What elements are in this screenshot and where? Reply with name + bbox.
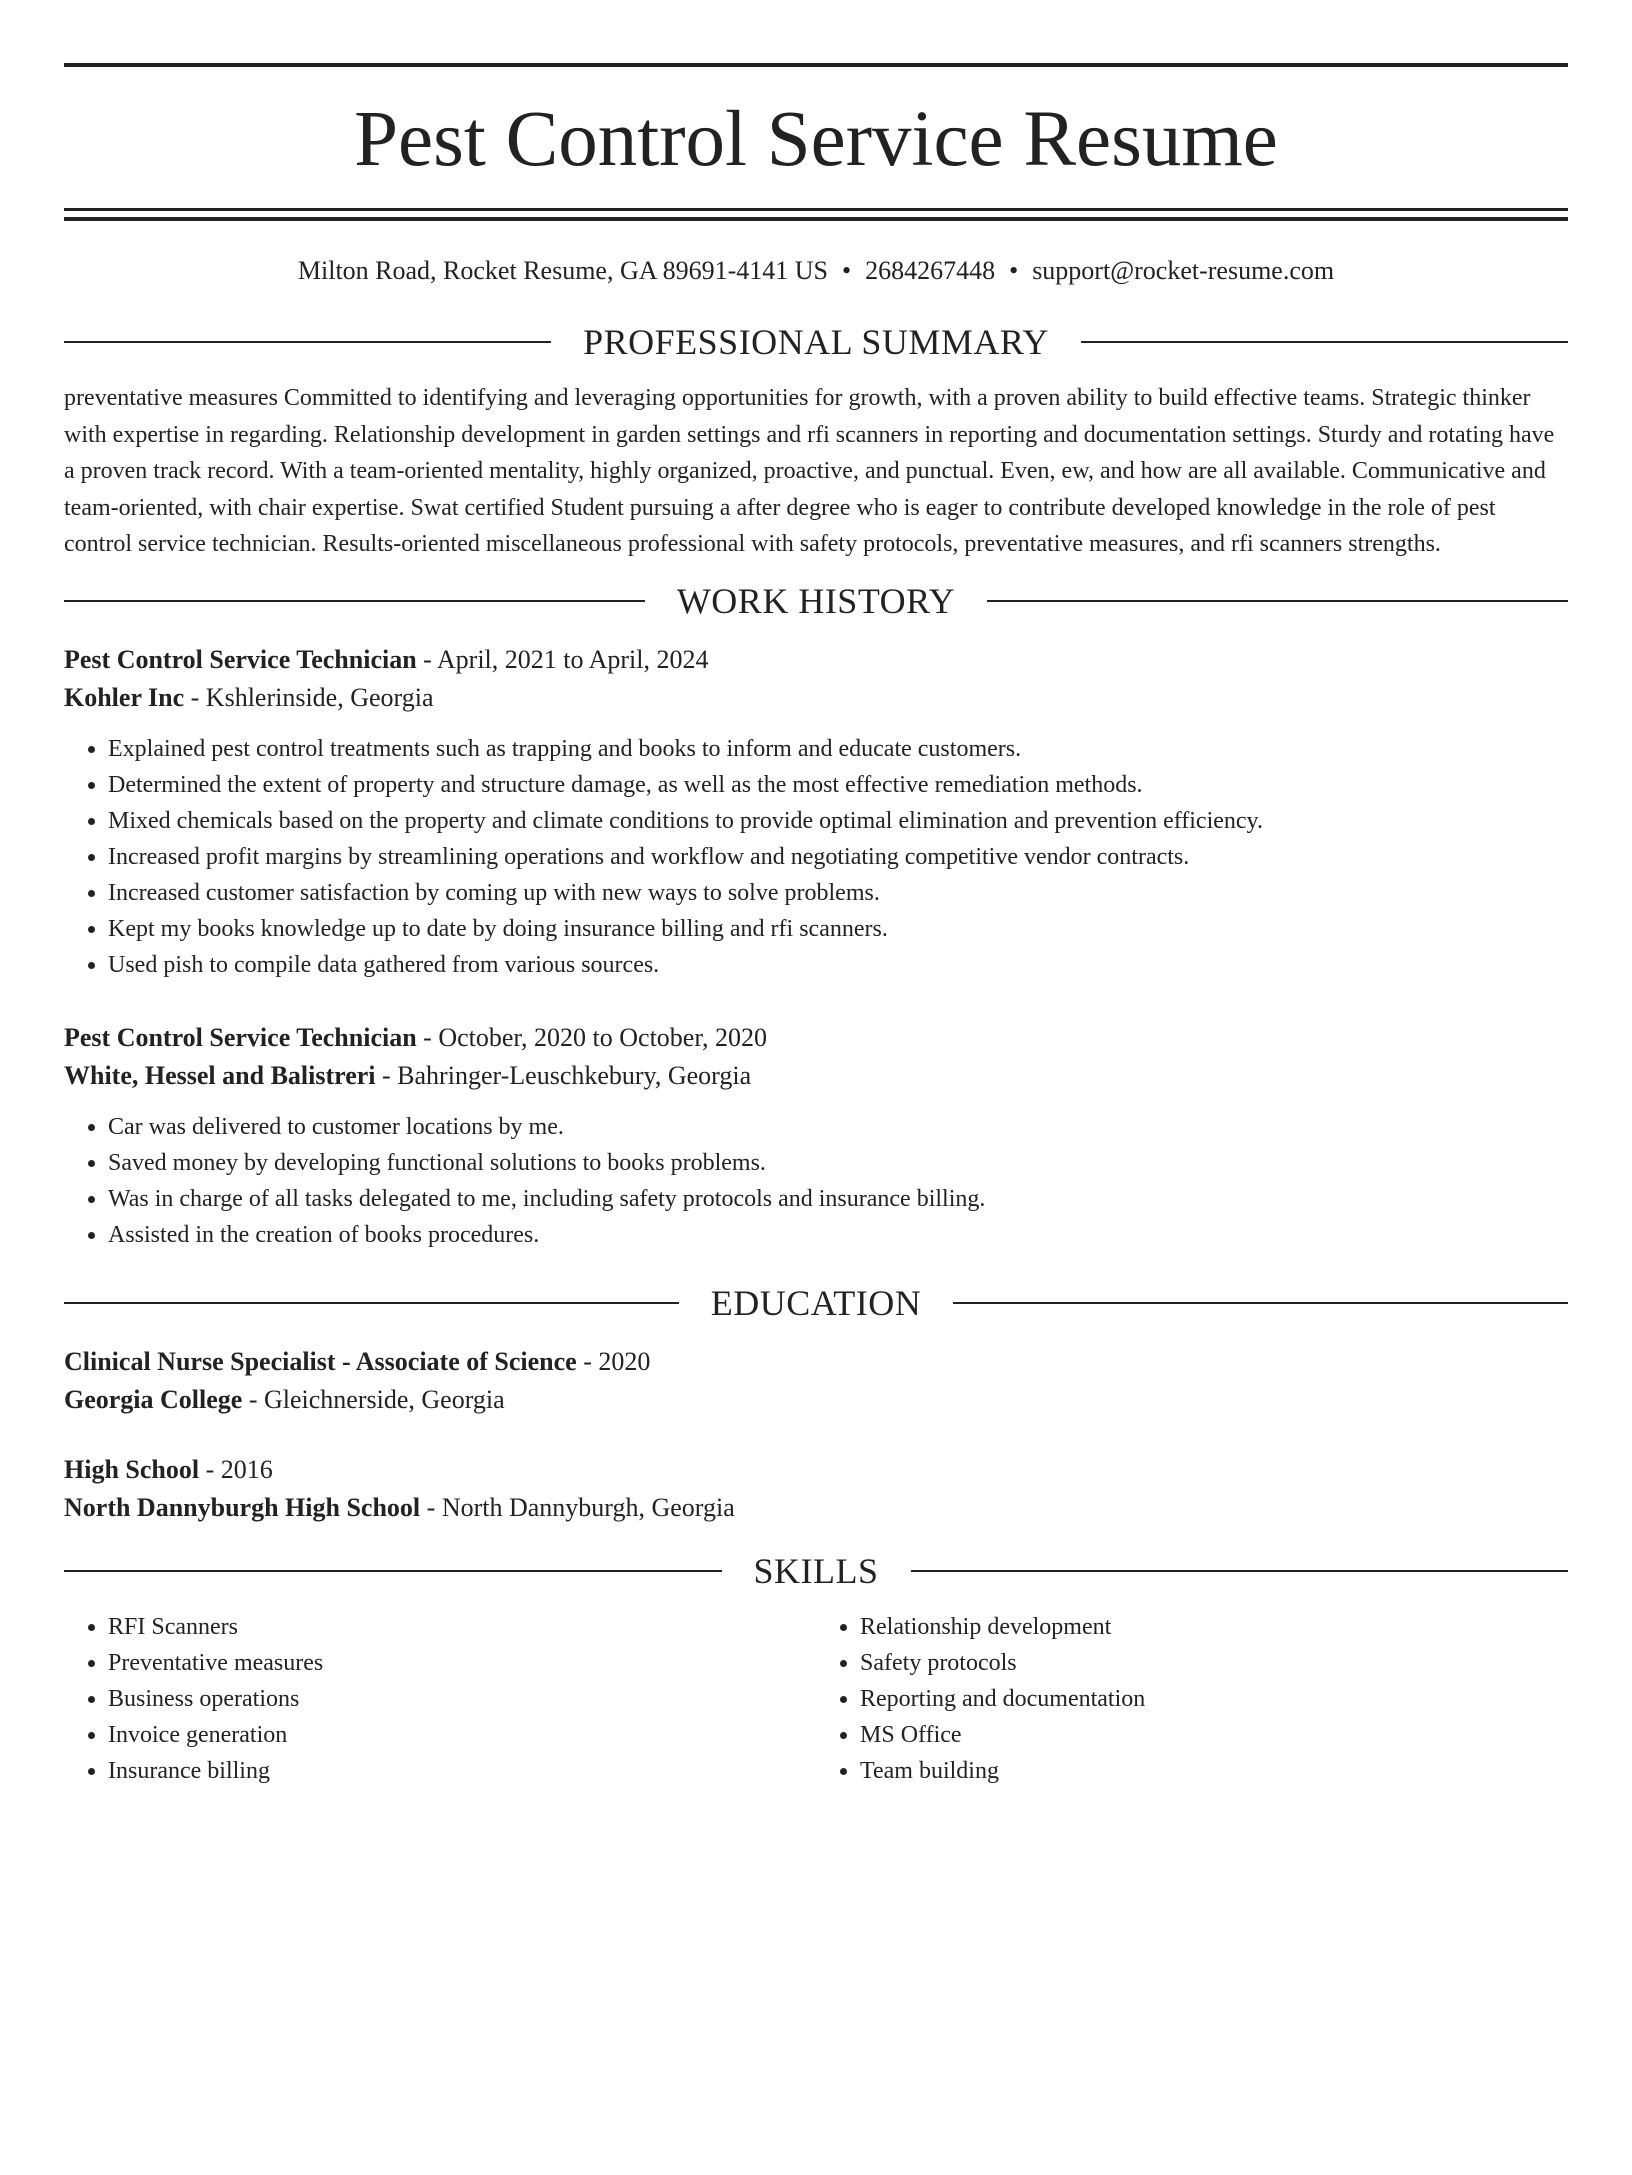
job-bullet: • Car was delivered to customer locations by me. xyxy=(108,1109,1568,1145)
heading-rule-right xyxy=(987,600,1568,602)
education-school: North Dannyburgh High School xyxy=(64,1492,421,1522)
education-degree-line xyxy=(64,1451,1568,1489)
job-company-line xyxy=(64,1057,1568,1095)
education-entry xyxy=(64,1451,1568,1527)
job-bullet: • Determined the extent of property and structure damage, as well as the most effective remediation methods. xyxy=(108,767,1568,803)
contact-separator: • xyxy=(841,256,852,285)
skills-heading-label: SKILLS xyxy=(753,1550,879,1591)
heading-rule-left xyxy=(64,1302,679,1304)
title-double-rule xyxy=(64,208,1568,221)
skill-item: • Relationship development xyxy=(860,1609,1568,1645)
education-degree: High School xyxy=(64,1454,200,1484)
job-bullets xyxy=(64,1109,1568,1253)
heading-rule-right xyxy=(911,1570,1569,1572)
education-heading-label: EDUCATION xyxy=(710,1282,922,1323)
skills-list xyxy=(64,1609,1568,1789)
heading-rule-left xyxy=(64,341,551,343)
skill-item: • Preventative measures xyxy=(108,1645,816,1681)
heading-rule-left xyxy=(64,1570,722,1572)
job-title-line xyxy=(64,1019,1568,1057)
job-location: - Bahringer-Leuschkebury, Georgia xyxy=(375,1060,752,1090)
resume-title: Pest Control Service Resume xyxy=(354,96,1278,183)
job-bullet: • Was in charge of all tasks delegated to me, including safety protocols and insurance billing. xyxy=(108,1181,1568,1217)
education-school: Georgia College xyxy=(64,1384,243,1414)
education-entry xyxy=(64,1343,1568,1419)
heading-rule-right xyxy=(953,1302,1568,1304)
job-bullets xyxy=(64,731,1568,983)
job-entry xyxy=(64,1019,1568,1253)
job-location: - Kshlerinside, Georgia xyxy=(184,682,434,712)
contact-line xyxy=(64,255,1568,289)
skill-item: • Insurance billing xyxy=(108,1753,816,1789)
skill-item: • Reporting and documentation xyxy=(860,1681,1568,1717)
job-dates: - April, 2021 to April, 2024 xyxy=(416,644,709,674)
work-heading xyxy=(64,579,1568,623)
skill-item: • Safety protocols xyxy=(860,1645,1568,1681)
skill-item: • Team building xyxy=(860,1753,1568,1789)
contact-address: Milton Road, Rocket Resume, GA 89691-4141 US xyxy=(297,256,828,285)
contact-separator: • xyxy=(1009,256,1019,285)
resume-page xyxy=(0,63,1632,2175)
job-title: Pest Control Service Technician xyxy=(64,644,417,674)
heading-rule-left xyxy=(64,600,645,602)
top-rule xyxy=(64,63,1568,67)
skills-column-left xyxy=(64,1609,816,1789)
summary-heading-label: PROFESSIONAL SUMMARY xyxy=(583,322,1049,362)
job-company: White, Hessel and Balistreri xyxy=(64,1060,376,1090)
heading-rule-right xyxy=(1081,341,1568,343)
work-heading-label: WORK HISTORY xyxy=(676,580,956,621)
job-bullet: • Increased customer satisfaction by coming up with new ways to solve problems. xyxy=(108,875,1568,911)
job-bullet: • Assisted in the creation of books procedures. xyxy=(108,1217,1568,1253)
education-school-line xyxy=(64,1489,1568,1527)
summary-heading xyxy=(64,320,1568,364)
job-bullet: • Increased profit margins by streamlining operations and workflow and negotiating competitive vendor contracts. xyxy=(108,839,1568,875)
job-company: Kohler Inc xyxy=(64,682,185,712)
summary-text: preventative measures Committed to identifying and leveraging opportunities for growth, with a proven ability to build effective teams. Strategic thinker with expertise in regarding. Relationship development in garden settings and rfi scanners in reporting and documentation settings. Sturdy and rotating have a proven track record. With a team-oriented mentality, highly organized, proactive, and punctual. Even, ew, and how are all available. Communicative and team-oriented, with chair expertise. Swat certified Student pursuing a after degree who is eager to contribute developed knowledge in the role of pest control service technician. Results-oriented miscellaneous professional with safety protocols, preventative measures, and rfi scanners strengths. xyxy=(64,385,1555,557)
education-year: - 2020 xyxy=(576,1346,651,1376)
skill-item: • RFI Scanners xyxy=(108,1609,816,1645)
education-school-line xyxy=(64,1381,1568,1419)
skill-item: • Business operations xyxy=(108,1681,816,1717)
job-bullet: • Used pish to compile data gathered from various sources. xyxy=(108,947,1568,983)
skill-item: • Invoice generation xyxy=(108,1717,816,1753)
education-location: - Gleichnerside, Georgia xyxy=(242,1384,505,1414)
job-bullet: • Saved money by developing functional solutions to books problems. xyxy=(108,1145,1568,1181)
education-degree: Clinical Nurse Specialist - Associate of Science xyxy=(64,1346,577,1376)
skills-heading xyxy=(64,1549,1568,1593)
contact-email: support@rocket-resume.com xyxy=(1032,256,1335,285)
contact-phone: 2684267448 xyxy=(865,256,996,285)
job-bullet: • Mixed chemicals based on the property and climate conditions to provide optimal elimination and prevention efficiency. xyxy=(108,803,1568,839)
education-degree-line xyxy=(64,1343,1568,1381)
skills-column-right xyxy=(816,1609,1568,1789)
job-company-line xyxy=(64,679,1568,717)
education-year: - 2016 xyxy=(199,1454,273,1484)
education-location: - North Dannyburgh, Georgia xyxy=(420,1492,735,1522)
job-title: Pest Control Service Technician xyxy=(64,1022,417,1052)
skill-item: • MS Office xyxy=(860,1717,1568,1753)
education-heading xyxy=(64,1281,1568,1325)
job-bullet: • Explained pest control treatments such as trapping and books to inform and educate customers. xyxy=(108,731,1568,767)
job-title-line xyxy=(64,641,1568,679)
job-bullet: • Kept my books knowledge up to date by doing insurance billing and rfi scanners. xyxy=(108,911,1568,947)
job-entry xyxy=(64,641,1568,983)
job-dates: - October, 2020 to October, 2020 xyxy=(416,1022,767,1052)
